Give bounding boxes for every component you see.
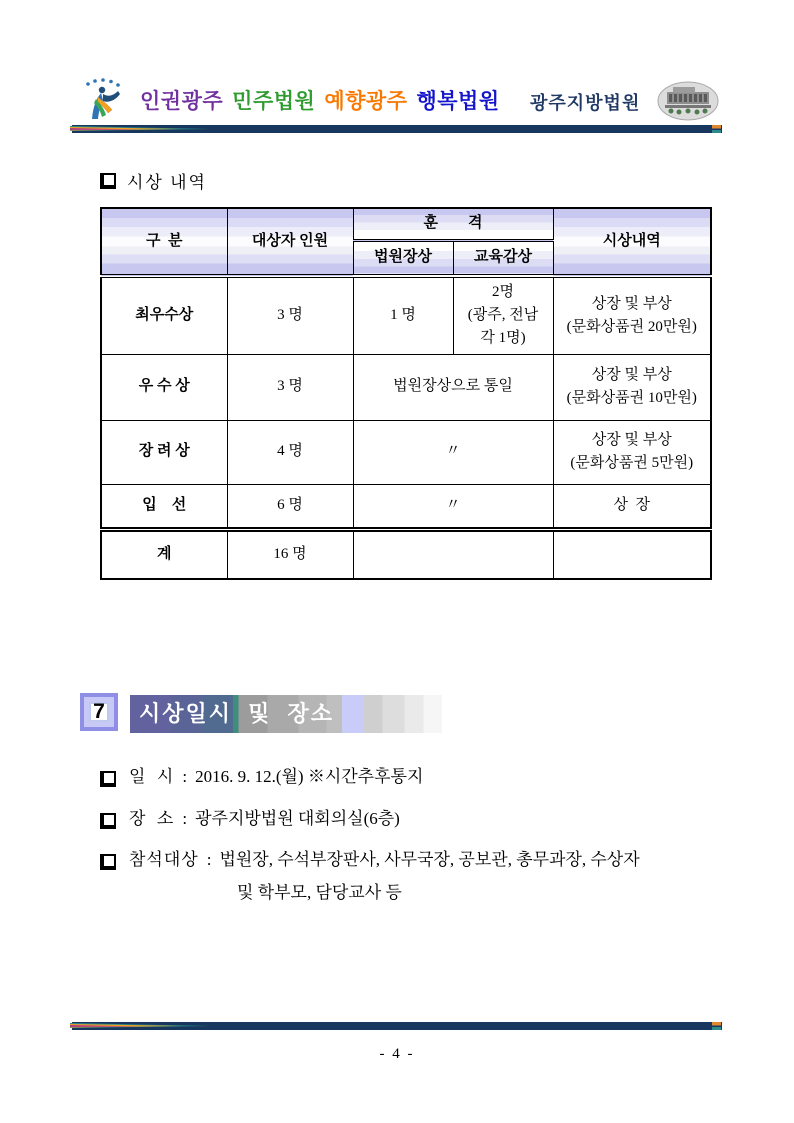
table-row <box>101 484 711 529</box>
cell-line: 상장 및 부상 <box>591 431 672 448</box>
header-rule-bar <box>72 125 722 133</box>
cell-line: 상장 및 부상 <box>591 366 672 383</box>
slogan-word: 행복법원 <box>416 90 500 113</box>
dancing-figure-icon <box>78 77 130 124</box>
section-number-badge: 7 <box>80 693 118 731</box>
table-row-total <box>101 529 711 579</box>
row-prize <box>553 354 711 420</box>
row-count: 3 명 <box>227 354 353 420</box>
row-count: 16 명 <box>227 529 353 579</box>
row-category: 우 수 상 <box>101 354 227 420</box>
table-row <box>101 276 711 354</box>
slogan-word: 민주법원 <box>232 90 316 113</box>
slogan-word: 예향광주 <box>324 90 408 113</box>
row-category: 장 려 상 <box>101 420 227 484</box>
award-section-title: 시상 내역 <box>127 173 207 192</box>
table-row <box>101 420 711 484</box>
cell-line: (문화상품권 5만원) <box>570 455 694 471</box>
cell-line: 2명 <box>492 283 514 300</box>
section-title: 시상일시 및 장소 <box>139 701 334 726</box>
bar-end-mark-icon <box>712 125 721 133</box>
detail-colon: : <box>182 808 188 828</box>
detail-list <box>100 765 740 923</box>
row-category: 최우수상 <box>101 276 227 354</box>
page-number: - 4 - <box>379 1046 415 1062</box>
list-item-date <box>100 765 740 790</box>
col-header-count: 대상자 인원 <box>227 208 353 276</box>
col-header-court-award: 법원장상 <box>353 240 453 276</box>
list-item-attendees <box>100 848 740 873</box>
award-table <box>100 207 712 580</box>
cell-line: 각 1명) <box>480 330 526 347</box>
table-row <box>101 354 711 420</box>
row-count: 6 명 <box>227 484 353 529</box>
row-prize <box>553 529 711 579</box>
col-header-category: 구 분 <box>101 208 227 276</box>
row-grade-merged: 〃 <box>353 484 553 529</box>
row-count: 3 명 <box>227 276 353 354</box>
detail-label: 참석대상 <box>129 850 199 870</box>
award-section-heading <box>100 168 207 193</box>
square-bullet-icon <box>100 813 116 829</box>
row-count: 4 명 <box>227 420 353 484</box>
row-prize <box>553 420 711 484</box>
detail-label: 장 소 <box>129 808 175 828</box>
footer-rule-bar <box>72 1022 722 1030</box>
award-table-wrap <box>100 207 712 580</box>
square-bullet-icon <box>100 771 116 787</box>
cell-line: 상장 및 부상 <box>591 295 672 312</box>
row-category: 입 선 <box>101 484 227 529</box>
section-title-gradient-bar <box>130 695 442 733</box>
col-header-prize: 시상내역 <box>553 208 711 276</box>
header-slogan <box>140 85 500 115</box>
row-category: 계 <box>101 529 227 579</box>
detail-label: 일 시 <box>129 767 175 786</box>
detail-value: 2016. 9. 12.(월) ※시간추후통지 <box>195 767 424 786</box>
detail-value: 법원장, 수석부장판사, 사무국장, 공보관, 총무과장, 수상자 <box>219 850 640 870</box>
bar-end-mark-icon <box>712 1022 721 1030</box>
cell-line: (광주, 전남 <box>467 307 539 324</box>
square-bullet-icon <box>100 854 116 870</box>
col-header-grade-group: 훈 격 <box>353 208 553 240</box>
row-grade-merged <box>353 529 553 579</box>
detail-value: 광주지방법원 대회의실(6층) <box>195 808 400 828</box>
courthouse-photo-icon <box>655 79 721 124</box>
square-bullet-icon <box>100 173 116 189</box>
list-item-place <box>100 807 740 832</box>
swoosh-accent-icon <box>70 1019 210 1033</box>
row-grade-merged: 법원장상으로 통일 <box>353 354 553 420</box>
row-prize: 상 장 <box>553 484 711 529</box>
detail-value-continued: 및 학부모, 담당교사 등 <box>237 882 402 902</box>
col-header-edu-award: 교육감상 <box>453 240 553 276</box>
row-court-award: 1 명 <box>353 276 453 354</box>
cell-line: (문화상품권 20만원) <box>566 318 697 335</box>
row-prize <box>553 276 711 354</box>
swoosh-accent-icon <box>70 122 210 136</box>
cell-line: (문화상품권 10만원) <box>566 390 697 406</box>
court-emblem-logo <box>78 77 130 124</box>
row-grade-merged: 〃 <box>353 420 553 484</box>
row-edu-award <box>453 276 553 354</box>
org-name: 광주지방법원 <box>530 93 641 113</box>
detail-colon: : <box>206 850 212 870</box>
slogan-word: 인권광주 <box>140 90 224 113</box>
detail-colon: : <box>182 767 188 786</box>
